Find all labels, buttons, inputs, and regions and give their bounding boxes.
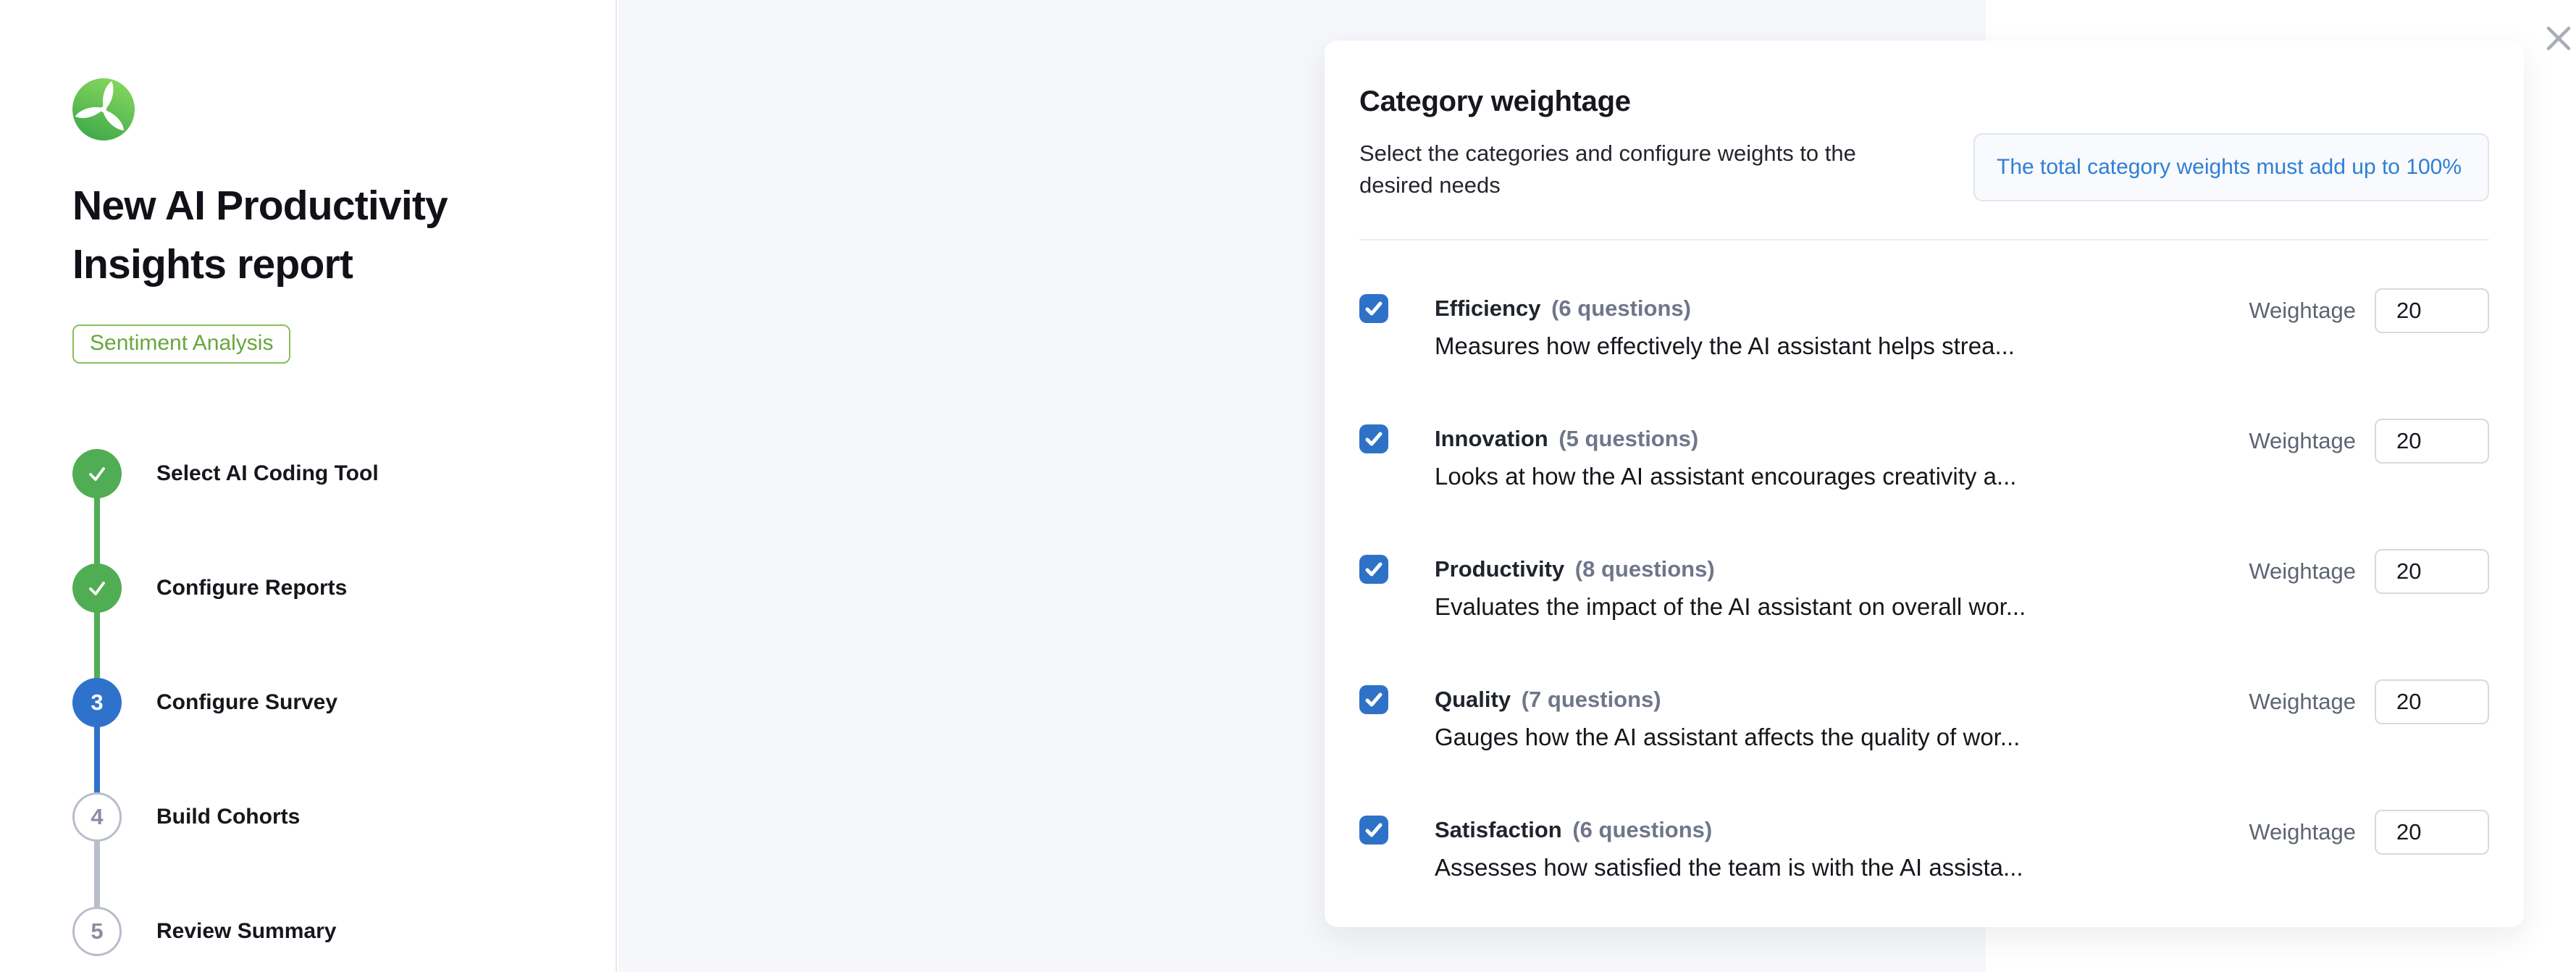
category-checkbox[interactable] — [1359, 424, 1388, 453]
check-icon — [85, 461, 109, 486]
header-divider — [1359, 239, 2489, 240]
category-description: Evaluates the impact of the AI assistant on overall wor... — [1435, 593, 2026, 620]
step-number: 4 — [91, 804, 104, 829]
check-icon — [1359, 816, 1388, 845]
report-type-badge: Sentiment Analysis — [72, 324, 290, 364]
weightage-label: Weightage — [2249, 428, 2356, 453]
category-description: Gauges how the AI assistant affects the quality of wor... — [1435, 724, 2021, 750]
step-indicator — [72, 449, 122, 498]
category-question-count: (5 questions) — [1558, 426, 1699, 451]
category-question-count: (6 questions) — [1551, 296, 1691, 321]
stepper-step[interactable] — [72, 907, 616, 956]
stepper-step[interactable] — [72, 563, 616, 613]
weights-total-notice: The total category weights must add up to 100% — [1973, 133, 2489, 201]
weightage-label: Weightage — [2249, 819, 2356, 845]
stepper-step[interactable] — [72, 792, 616, 842]
check-icon — [85, 576, 109, 600]
step-label: Build Cohorts — [156, 805, 301, 829]
step-number: 5 — [91, 918, 104, 944]
step-indicator — [72, 792, 122, 842]
step-connector — [94, 840, 100, 908]
category-list — [1359, 293, 2489, 885]
weightage-label: Weightage — [2249, 558, 2356, 584]
step-indicator — [72, 678, 122, 727]
category-question-count: (7 questions) — [1521, 687, 1661, 712]
category-row — [1359, 684, 2489, 755]
check-icon — [1359, 555, 1388, 584]
category-name: Quality — [1435, 687, 1511, 712]
category-row — [1359, 423, 2489, 494]
category-checkbox[interactable] — [1359, 294, 1388, 323]
check-icon — [1359, 424, 1388, 453]
category-question-count: (8 questions) — [1574, 556, 1715, 582]
content-panel — [618, 0, 2462, 972]
wizard-stepper — [72, 449, 616, 956]
step-label: Review Summary — [156, 919, 337, 943]
category-name: Innovation — [1435, 426, 1548, 451]
category-description: Measures how effectively the AI assistant helps strea... — [1435, 332, 2015, 359]
category-description: Assesses how satisfied the team is with the AI assista... — [1435, 854, 2023, 881]
weightage-input[interactable] — [2375, 549, 2489, 594]
step-number: 3 — [91, 690, 104, 715]
category-checkbox[interactable] — [1359, 555, 1388, 584]
step-indicator — [72, 563, 122, 613]
stepper-step[interactable] — [72, 678, 616, 727]
category-row — [1359, 293, 2489, 364]
step-label: Configure Survey — [156, 690, 338, 714]
modal-title: Category weightage — [1359, 85, 1631, 117]
step-connector — [94, 726, 100, 794]
check-icon — [1359, 294, 1388, 323]
weightage-input[interactable] — [2375, 419, 2489, 464]
category-checkbox[interactable] — [1359, 816, 1388, 845]
propeller-logo-icon — [72, 78, 135, 141]
weightage-input[interactable] — [2375, 810, 2489, 855]
step-connector — [94, 497, 100, 565]
step-label: Select AI Coding Tool — [156, 461, 379, 485]
weightage-input[interactable] — [2375, 288, 2489, 333]
category-name: Satisfaction — [1435, 817, 1562, 842]
check-icon — [1359, 685, 1388, 714]
category-name: Efficiency — [1435, 296, 1541, 321]
stepper-step[interactable] — [72, 449, 616, 498]
weightage-label: Weightage — [2249, 298, 2356, 323]
step-connector — [94, 611, 100, 679]
step-indicator — [72, 907, 122, 956]
weightage-label: Weightage — [2249, 689, 2356, 714]
category-row — [1359, 814, 2489, 885]
step-label: Configure Reports — [156, 576, 348, 600]
category-description: Looks at how the AI assistant encourages creativity a... — [1435, 463, 2017, 490]
category-row — [1359, 553, 2489, 624]
report-title: New AI Productivity Insights report — [72, 183, 448, 288]
close-icon[interactable] — [2541, 21, 2576, 56]
modal-subtitle: Select the categories and configure weights to the desired needs — [1359, 141, 1856, 198]
category-weightage-modal — [1325, 41, 2524, 927]
weightage-input[interactable] — [2375, 679, 2489, 724]
category-checkbox[interactable] — [1359, 685, 1388, 714]
category-name: Productivity — [1435, 556, 1565, 582]
category-question-count: (6 questions) — [1572, 817, 1713, 842]
report-sidebar — [0, 0, 617, 972]
